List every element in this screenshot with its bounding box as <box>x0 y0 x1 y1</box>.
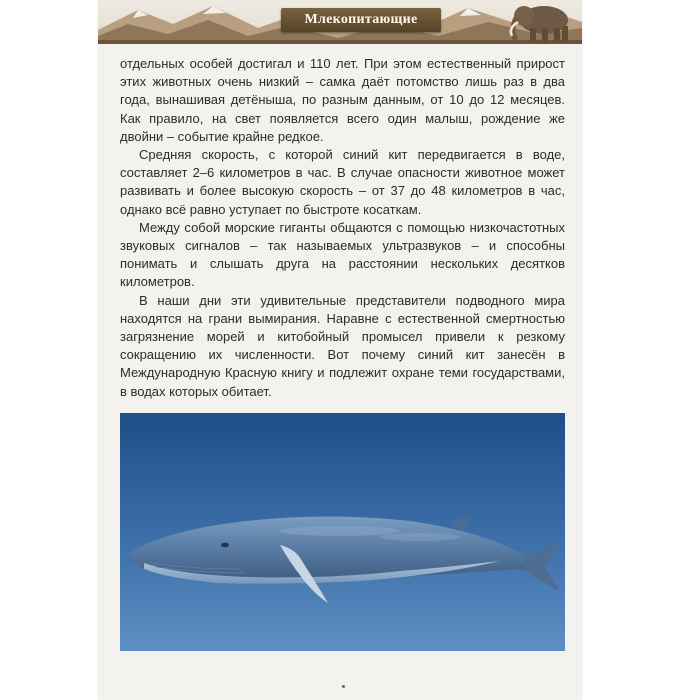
mammoth-icon <box>502 0 582 44</box>
paragraph-conservation: В наши дни эти удивительные представители подводного мира находятся на грани вымирания. Наравне с естественной смертностью загрязнение морей и китобойный промысел привели к резкому сокращению их численности. Вот почему синий кит занесён в Международную Красную книгу и подлежит охране теми государствами, в водах которых обитает. <box>120 292 565 399</box>
header-banner <box>98 0 582 44</box>
paragraph-continuation: отдельных особей достигал и 110 лет. При этом естественный прирост этих животных очень низкий – самка даёт потомство лишь раз в два года, вынашивая детёныша, по разным данным, от 10 до 12 месяцев. Как правило, на свет появляется всего один малыш, рождение же двойни – событие крайне редкое. <box>120 56 565 144</box>
blue-whale-illustration <box>120 413 565 651</box>
paragraph-communication: Между собой морские гиганты общаются с помощью низкочастотных звуковых сигналов – так называемых ультразвуков – и способны понимать и слышать друга на расстоянии нескольких десятков километров. <box>120 219 565 290</box>
section-title: Млекопитающие <box>281 8 441 32</box>
blue-whale-image <box>120 413 565 651</box>
book-page <box>98 0 582 700</box>
page-marker <box>342 685 345 688</box>
paragraph-speed: Средняя скорость, с которой синий кит передвигается в воде, составляет 2–6 километров в час. В случае опасности животное может развивать и более высокую скорость – от 37 до 48 километров в час, однако всё равно уступает по быстроте косаткам. <box>120 147 565 217</box>
article-text <box>120 55 565 401</box>
